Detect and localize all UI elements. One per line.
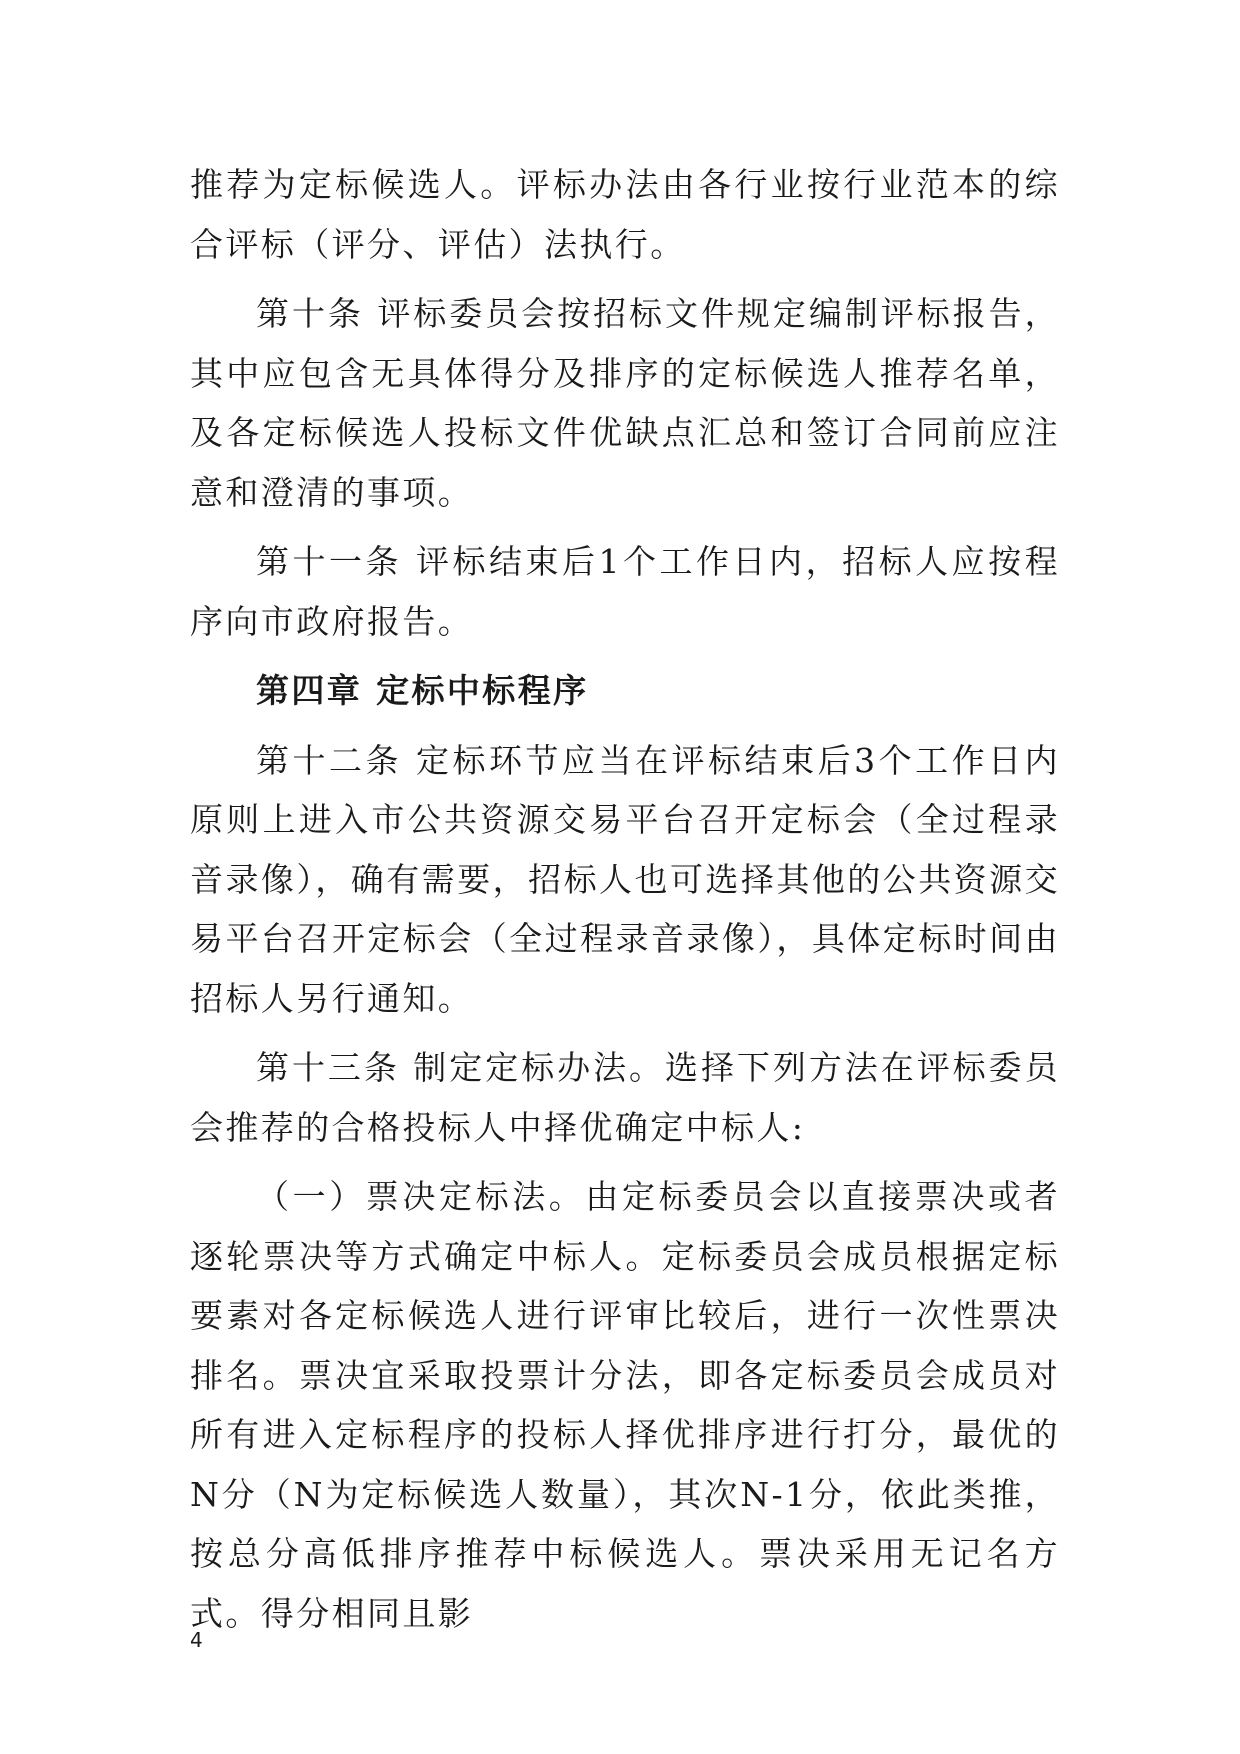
chapter-heading: 第四章 定标中标程序	[256, 671, 589, 710]
page-number: 4	[190, 1628, 203, 1652]
paragraph-article-10: 第十条 评标委员会按招标文件规定编制评标报告，其中应包含无具体得分及排序的定标候选人推荐名单，及各定标候选人投标文件优缺点汇总和签订合同前应注意和澄清的事项。	[190, 294, 1060, 512]
document-body	[190, 155, 1060, 1643]
paragraph-article-12: 第十二条 定标环节应当在评标结束后3个工作日内原则上进入市公共资源交易平台召开定标会（全过程录音录像），确有需要，招标人也可选择其他的公共资源交易平台召开定标会（全过程录音录像），具体定标时间由招标人另行通知。	[190, 740, 1060, 1018]
paragraph-item-1: （一）票决定标法。由定标委员会以直接票决或者逐轮票决等方式确定中标人。定标委员会成员根据定标要素对各定标候选人进行评审比较后，进行一次性票决排名。票决宜采取投票计分法，即各定标委员会成员对所有进入定标程序的投标人择优排序进行打分，最优的N分（N为定标候选人数量），其次N-1分，依此类推，按总分高低排序推荐中标候选人。票决采用无记名方式。得分相同且影	[190, 1177, 1060, 1633]
paragraph-continuation: 推荐为定标候选人。评标办法由各行业按行业范本的综合评标（评分、评估）法执行。	[190, 165, 1060, 264]
paragraph-article-11: 第十一条 评标结束后1个工作日内，招标人应按程序向市政府报告。	[190, 542, 1060, 641]
paragraph-article-13: 第十三条 制定定标办法。选择下列方法在评标委员会推荐的合格投标人中择优确定中标人:	[190, 1048, 1060, 1147]
